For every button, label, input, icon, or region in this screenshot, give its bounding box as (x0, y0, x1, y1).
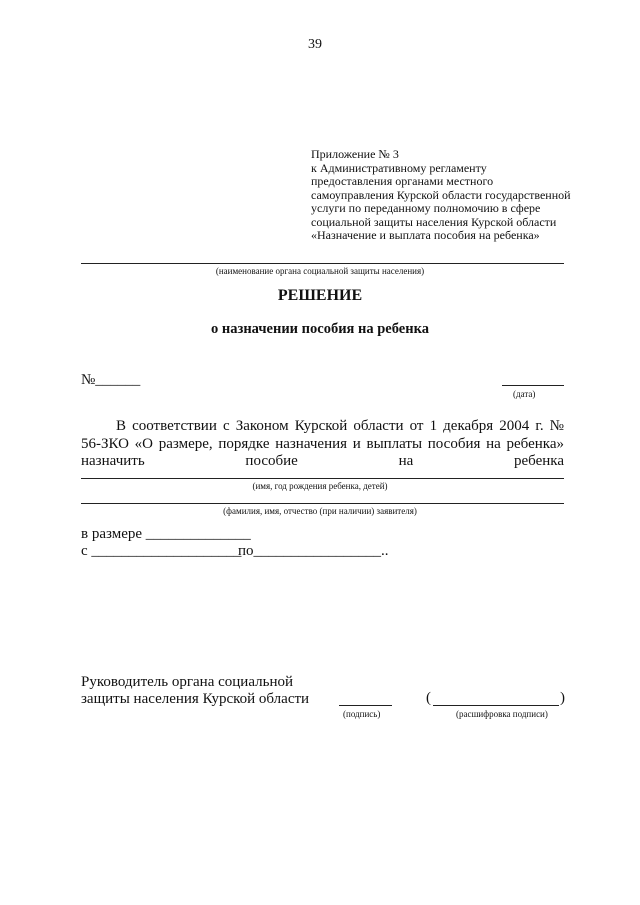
paragraph-line-2: 56-ЗКО «О размере, порядке назначения и выплаты пособия на ребенка» (81, 436, 564, 452)
signatory-position-line-1: Руководитель органа социальной (81, 674, 293, 690)
decision-number: №______ (81, 372, 141, 388)
annex-line: социальной защиты населения Курской области (311, 214, 557, 229)
child-info-line (81, 478, 564, 479)
document-title: РЕШЕНИЕ (277, 287, 363, 304)
page-number: 39 (308, 37, 322, 52)
annex-block (311, 148, 571, 243)
signature-line (339, 705, 392, 706)
paragraph-line-1: В соответствии с Законом Курской области от 1 декабря 2004 г. № (116, 418, 564, 434)
date-caption: (дата) (513, 389, 536, 399)
paragraph-word: на (398, 453, 414, 469)
paragraph-word: ребенка (514, 453, 564, 469)
period-to-field: по_________________.. (238, 543, 389, 559)
document-subtitle: о назначении пособия на ребенка (211, 321, 429, 337)
signature-caption: (подпись) (343, 709, 381, 719)
annex-line: предоставления органами местного (311, 174, 494, 188)
org-caption: (наименование органа социальной защиты населения) (215, 266, 425, 276)
applicant-caption: (фамилия, имя, отчество (при наличии) заявителя) (223, 506, 417, 516)
annex-line: услуги по переданному полномочию в сфере (311, 201, 541, 215)
annex-line: самоуправления Курской области государственной (311, 187, 571, 202)
annex-line: к Административному регламенту (311, 160, 487, 175)
annex-line: Приложение № 3 (311, 147, 399, 161)
applicant-line (81, 503, 564, 504)
signatory-position-line-2: защиты населения Курской области (81, 691, 310, 707)
paragraph-word: назначить (81, 453, 145, 469)
paragraph-line-3 (81, 453, 564, 470)
amount-field: в размере ______________ (81, 526, 251, 542)
org-name-line (81, 263, 564, 264)
period-from-field: с ____________________ (81, 543, 242, 559)
decode-close-paren: ) (560, 690, 565, 706)
decode-open-paren: ( (426, 690, 431, 706)
child-caption: (имя, год рождения ребенка, детей) (252, 481, 388, 491)
paragraph-word: пособие (245, 453, 298, 469)
decode-caption: (расшифровка подписи) (456, 709, 548, 719)
decode-line (433, 705, 559, 706)
date-line (502, 385, 564, 386)
annex-line: «Назначение и выплата пособия на ребенка» (311, 228, 540, 242)
